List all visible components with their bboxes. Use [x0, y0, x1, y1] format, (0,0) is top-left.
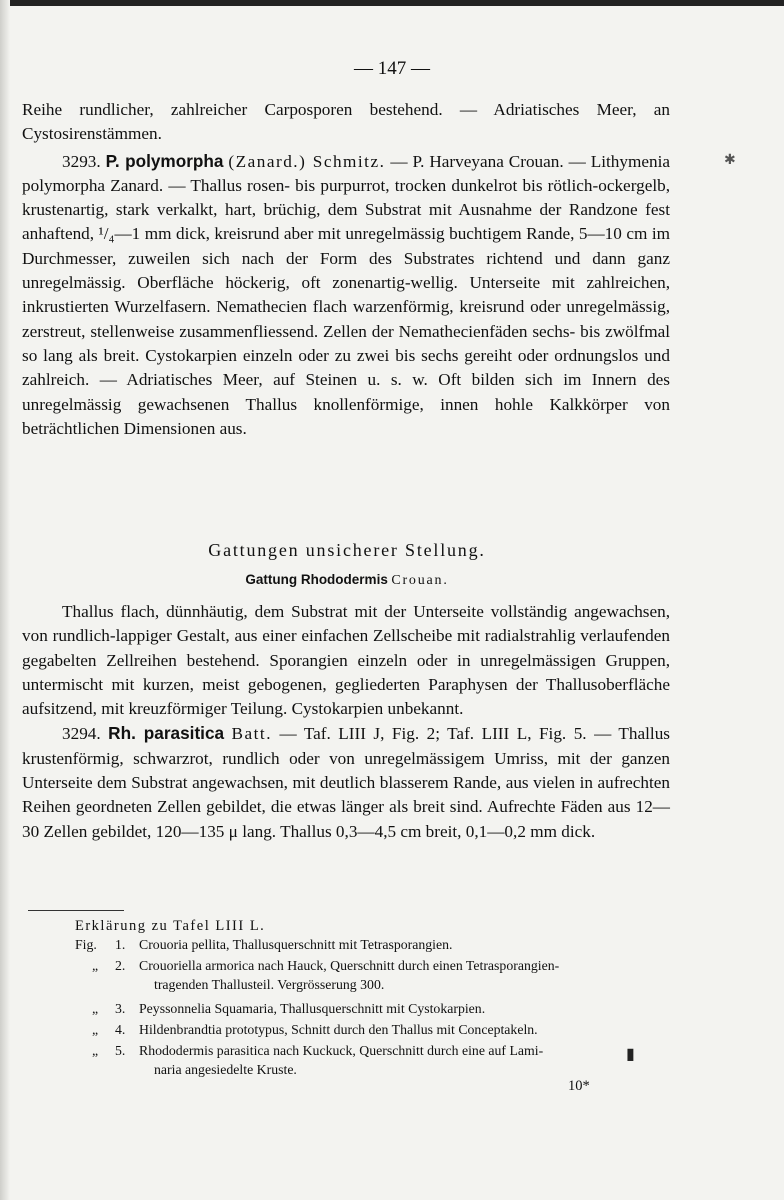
footnote-number: 5. [115, 1043, 126, 1058]
species-name: Rh. parasitica [108, 723, 225, 744]
footnote-rule [28, 910, 124, 911]
scan-top-edge [0, 0, 784, 6]
paragraph-continuation: Reihe rundlicher, zahlreicher Carposporen bestehend. — Adriatisches Meer, an Cystosirenstämmen. [22, 100, 670, 144]
genus-description: Thallus flach, dünnhäutig, dem Substrat mit der Unterseite vollständig angewachsen, von rundlich-lappiger Gestalt, aus einer einfachen Zellscheibe mit radialstrahlig verlaufenden gegabelten Zellreihen bestehend. Sporangien einzeln oder in unregelmässigen Gruppen, untermischt mit kurzen, meist gebogenen, gegliederten Paraphysen der Thallusoberfläche aufsitzend, mit kreuzförmiger Teilung. Cystokarpien unbekannt. [22, 602, 670, 719]
species-name: P. polymorpha [105, 150, 224, 171]
text-block-bottom [22, 600, 670, 844]
entry-number: 3294. [62, 724, 101, 744]
ink-blot: ▮ [626, 1044, 635, 1063]
ink-speck: ✱ [724, 152, 736, 168]
section-heading: Gattungen unsicherer Stellung. [208, 540, 486, 560]
footnote-label: „ [91, 1001, 99, 1016]
footnote-label: Fig. [75, 937, 97, 952]
page-spine-shadow [0, 0, 10, 1200]
species-authority: (Zanard.) Schmitz. [228, 151, 386, 171]
footnote-text: Peyssonnelia Squamaria, Thallusquerschnitt mit Cystokarpien. [139, 1001, 486, 1016]
footnote-item [75, 1021, 675, 1039]
footnote-number: 1. [115, 937, 126, 952]
footnote-number: 3. [115, 1001, 126, 1016]
entry-text: — P. Harveyana Crouan. — Lithymenia polymorpha Zanard. — Thallus rosen- bis purpurrot, trocken dunkelrot bis rötlich-ockergelb, krustenartig, stark verkalkt, hart, brüchig, dem Substrat mit Ausnahme der Randzone fest anhaftend, ¹/₄—1 mm dick, kreisrund aber mit unregelmässig buchtigem Rande, 5—10 cm im Durchmesser, zuweilen sich nach der Form des Substrates richtend und dann ganz unregelmässig. Oberfläche höckerig, oft zonenartig-wellig. Unterseite mit zahlreichen, inkrustierten Wurzelfasern. Nemathecien flach warzenförmig, kreisrund oder unregelmässig, zerstreut, stellenweise zusammenfliessend. Zellen der Nemathecienfäden sechs- bis zwölfmal so lang als breit. Cystokarpien einzeln oder zu zwei bis sechs gereiht oder ordnungslos und zahlreich. — Adriatisches Meer, auf Steinen u. s. w. Oft bilden sich im Innern des unregelmässig gewachsenen Thallus knollenförmige, innen hohle Kalkkörper von beträchtlichen Dimensionen aus. [22, 151, 670, 438]
page-number: — 147 — [354, 58, 430, 79]
footnote-item [75, 1042, 675, 1060]
species-authority: Batt. [231, 724, 272, 744]
genus-authority: Crouan. [391, 573, 449, 588]
footnote-number: 2. [115, 958, 126, 973]
footnote-text: Hildenbrandtia prototypus, Schnitt durch den Thallus mit Conceptakeln. [139, 1022, 538, 1037]
footnote-item [75, 957, 675, 975]
footnote-continuation: tragenden Thallusteil. Vergrösserung 300. [154, 977, 385, 992]
footnote-label: „ [91, 958, 99, 973]
signature-mark: 10* [568, 1078, 590, 1094]
entry-text: — Taf. LIII J, Fig. 2; Taf. LIII L, Fig. 5. — Thallus krustenförmig, schwarzrot, rundlich oder von unregelmässigem Umriss, mit der ganzen Unterseite dem Substrat angewachsen, mit deutlich blasserem Rande, aus vielen in aufrechten Reihen geordneten Zellen gebildet, die etwas länger als breit sind. Aufrechte Fäden aus 12—30 Zellen gebildet, 120—135 μ lang. Thallus 0,3—4,5 cm breit, 0,1—0,2 mm dick. [22, 724, 670, 841]
footnote-label: „ [91, 1043, 99, 1058]
genus-label: Gattung Rhododermis [245, 572, 388, 587]
genus-heading [0, 572, 694, 589]
footnote-continuation: naria angesiedelte Kruste. [154, 1062, 297, 1077]
footnote-text: Rhododermis parasitica nach Kuckuck, Querschnitt durch eine auf Lami- [139, 1043, 544, 1058]
footnote-text: Crouoriella armorica nach Hauck, Querschnitt durch einen Tetrasporangien- [139, 958, 560, 973]
footnote-label: „ [91, 1022, 99, 1037]
text-block-top [22, 98, 670, 441]
footnote-title: Erklärung zu Tafel LIII L. [75, 918, 266, 934]
entry-number: 3293. [62, 151, 101, 171]
entry-3294 [22, 721, 670, 843]
footnote-text: Crouoria pellita, Thallusquerschnitt mit Tetrasporangien. [139, 937, 453, 952]
footnote-item [75, 936, 675, 954]
footnote-item [75, 1000, 675, 1018]
footnote-number: 4. [115, 1022, 126, 1037]
entry-3293 [22, 149, 670, 442]
